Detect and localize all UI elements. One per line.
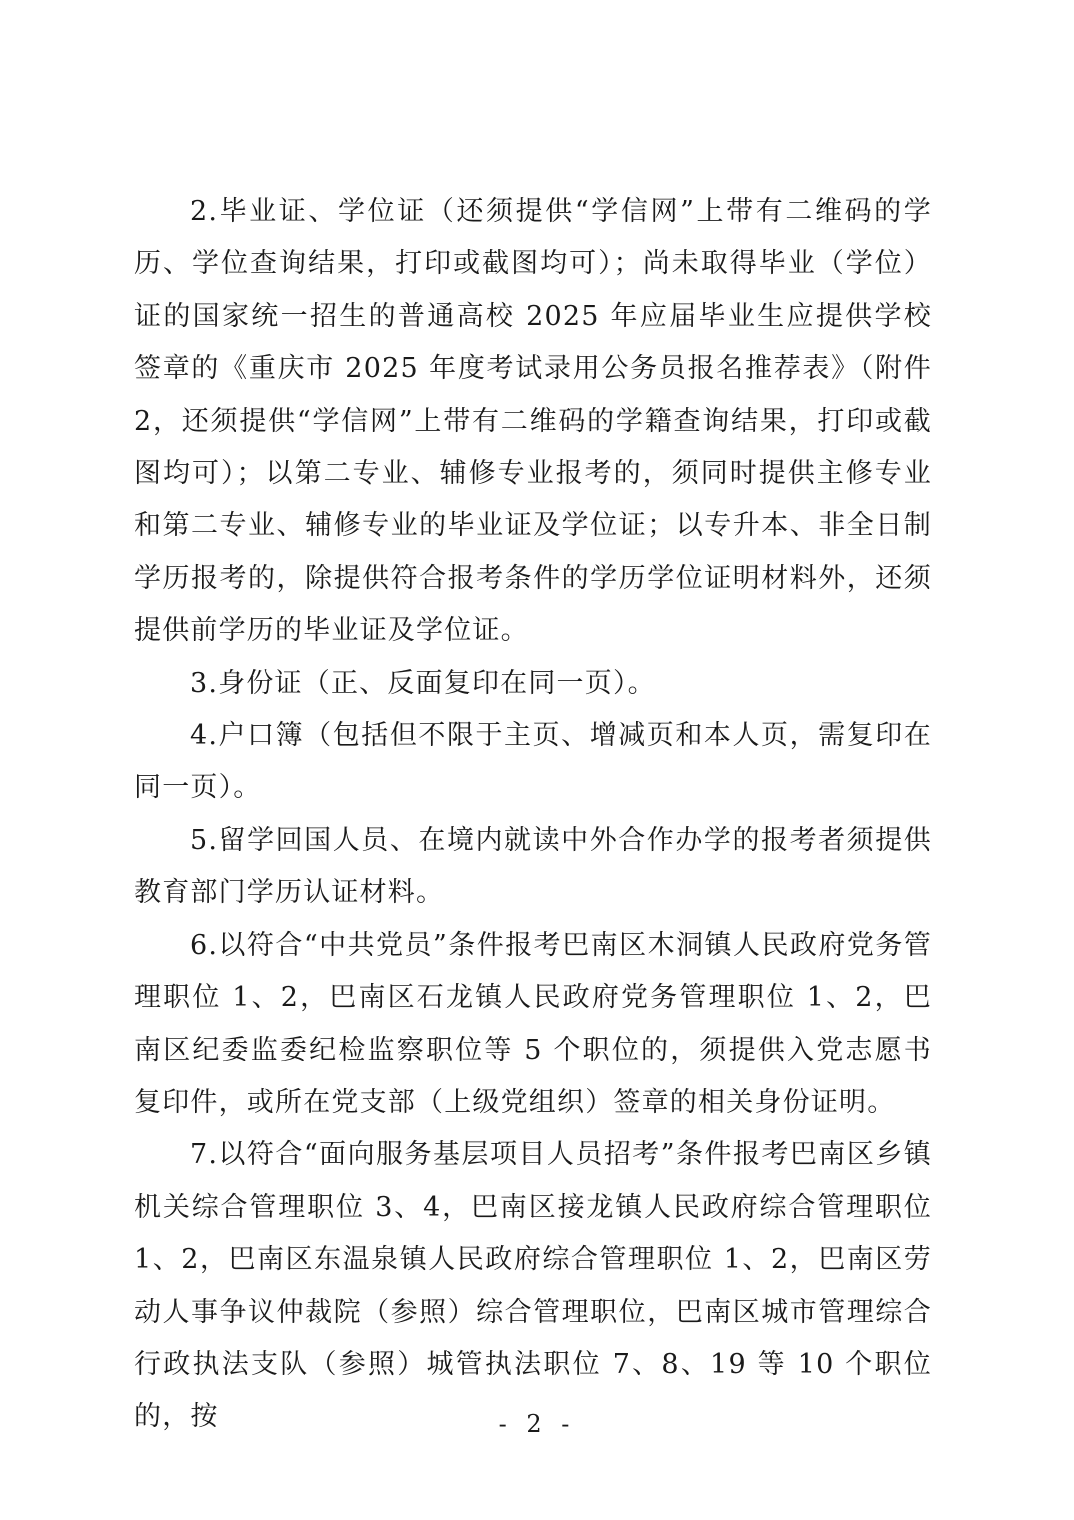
paragraph-2-diploma: 2.毕业证、学位证（还须提供“学信网”上带有二维码的学历、学位查询结果，打印或截图均可）；尚未取得毕业（学位）证的国家统一招生的普通高校 2025 年应届毕业生应提供学校签章的《重庆市 2025 年度考试录用公务员报名推荐表》（附件 2，还须提供“学信网”上带有二维码的学籍查询结果，打印或截图均可）；以第二专业、辅修专业报考的，须同时提供主修专业和第二专业、辅修专业的毕业证及学位证；以专升本、非全日制学历报考的，除提供符合报考条件的学历学位证明材料外，还须提供前学历的毕业证及学位证。 <box>134 196 932 647</box>
page-number: - 2 - <box>498 1410 576 1438</box>
paragraph-6-party-member: 6.以符合“中共党员”条件报考巴南区木洞镇人民政府党务管理职位 1、2，巴南区石龙镇人民政府党务管理职位 1、2，巴南区纪委监委纪检监察职位等 5 个职位的，须提供入党志愿书复印件，或所在党支部（上级党组织）签章的相关身份证明。 <box>134 929 932 1118</box>
paragraph-4-household-register: 4.户口簿（包括但不限于主页、增减页和本人页，需复印在同一页）。 <box>134 720 932 804</box>
body-text <box>134 186 932 1444</box>
paragraph-5-overseas-study: 5.留学回国人员、在境内就读中外合作办学的报考者须提供教育部门学历认证材料。 <box>134 824 932 909</box>
paragraph-7-grassroots-service: 7.以符合“面向服务基层项目人员招考”条件报考巴南区乡镇机关综合管理职位 3、4，巴南区接龙镇人民政府综合管理职位 1、2，巴南区东温泉镇人民政府综合管理职位 1、2，巴南区劳动人事争议仲裁院（参照）综合管理职位，巴南区城市管理综合行政执法支队（参照）城管执法职位 7、8、19 等 10 个职位的，按 <box>134 1139 932 1433</box>
paragraph-3-id-card: 3.身份证（正、反面复印在同一页）。 <box>190 667 656 699</box>
